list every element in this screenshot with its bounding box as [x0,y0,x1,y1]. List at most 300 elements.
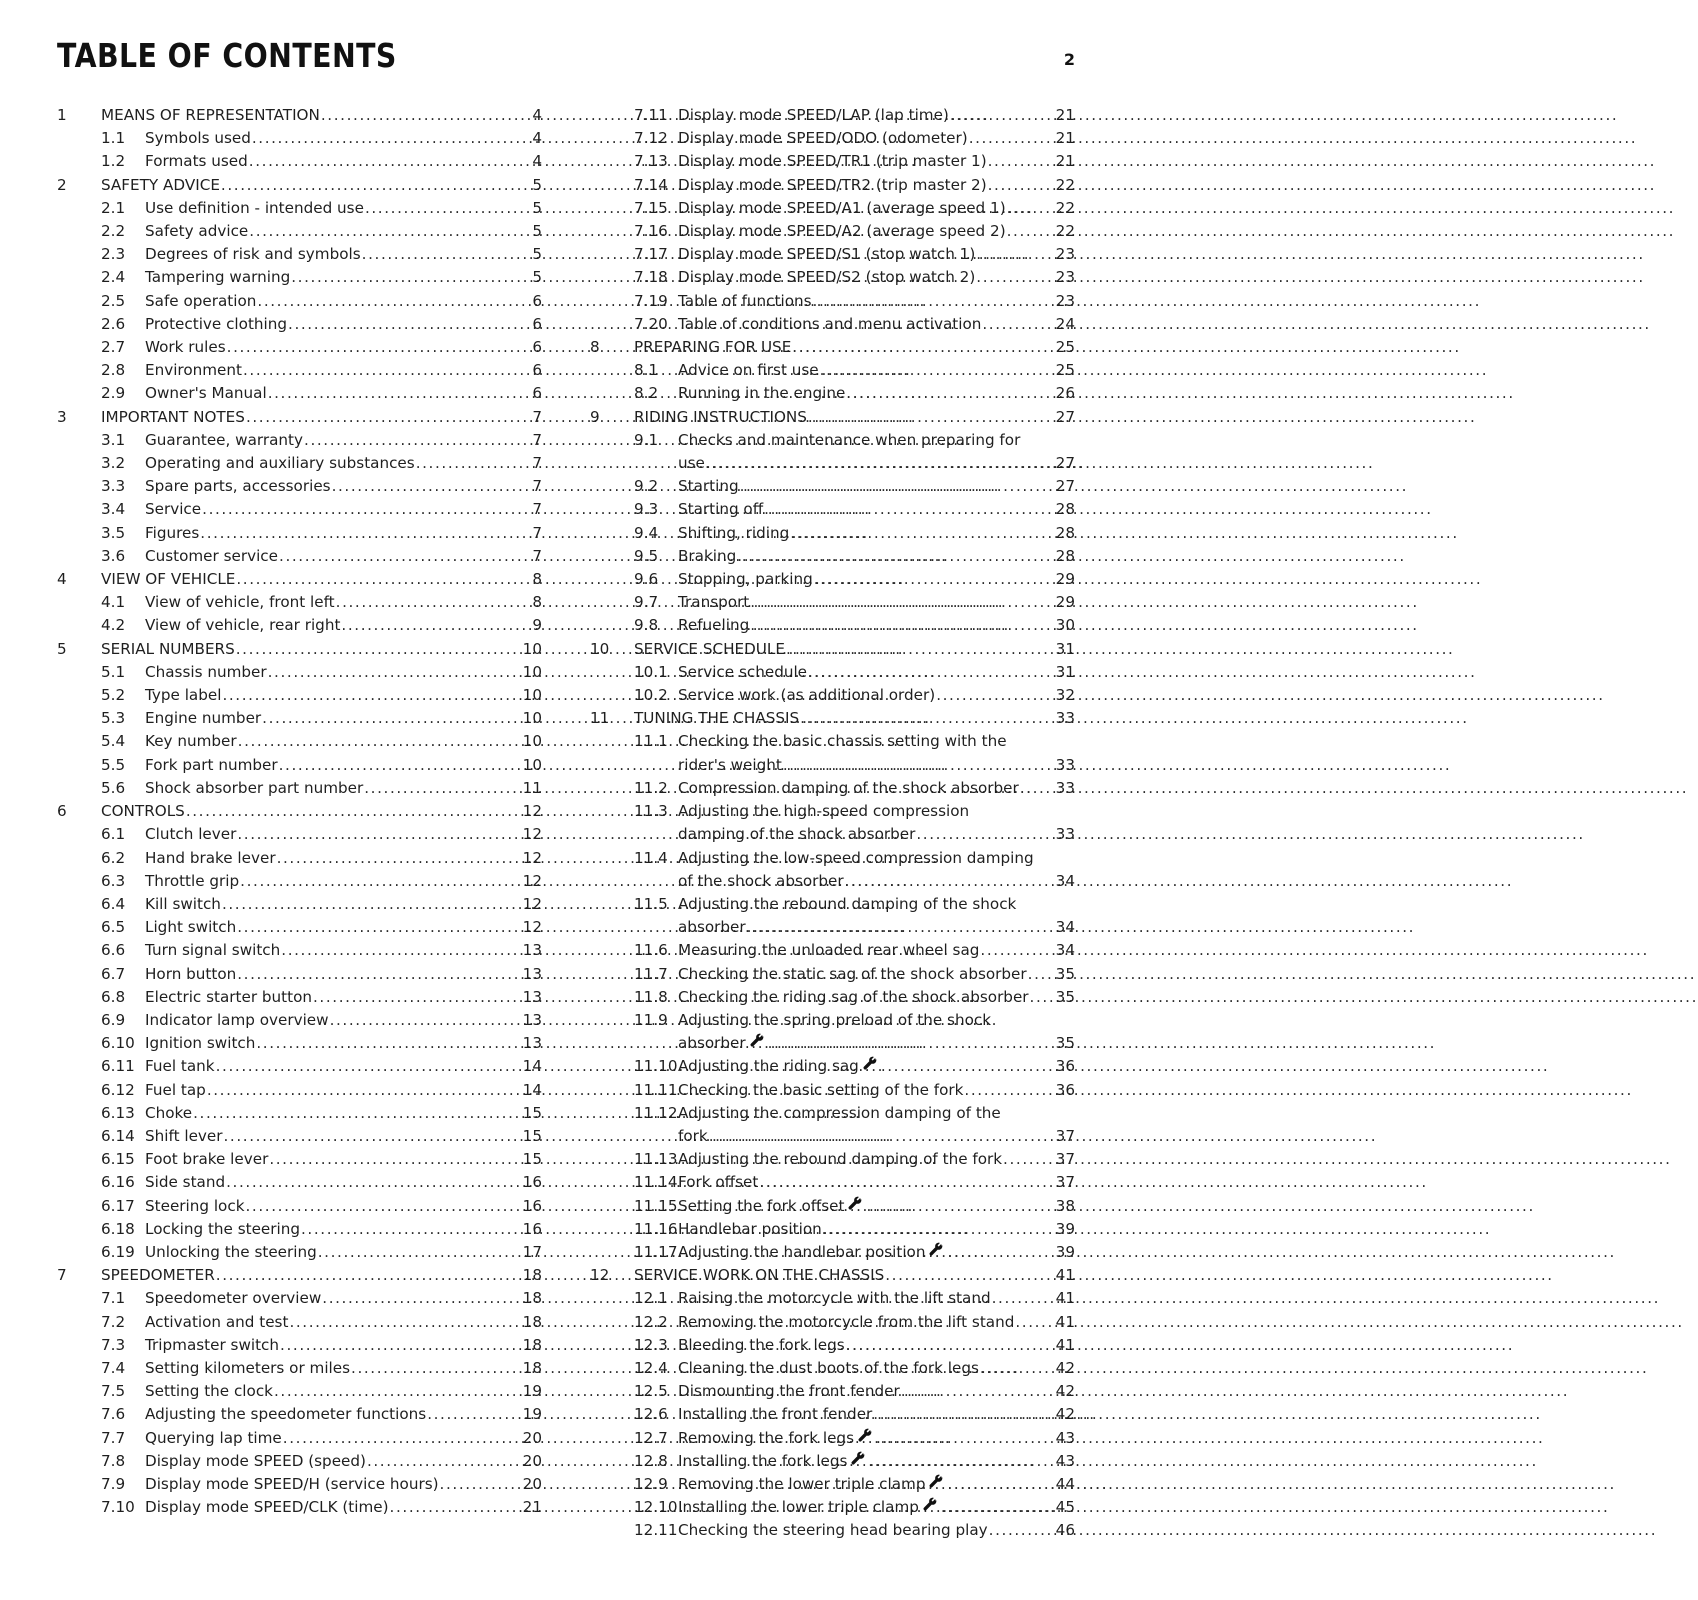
toc-entry[interactable] [57,522,542,545]
dot-leader [274,1380,511,1400]
dot-leader [341,614,511,634]
toc-entry[interactable] [57,1287,542,1310]
toc-entry-number: 7.18 [634,268,668,287]
toc-entry[interactable] [590,800,1075,846]
toc-entry-line [678,1079,1075,1102]
toc-entry[interactable] [57,336,542,359]
toc-entry-body [101,406,542,429]
toc-entry-line [678,1519,1075,1542]
dot-leader [277,847,511,867]
toc-entry[interactable] [57,684,542,707]
toc-entry-title: Checks and maintenance when preparing for [678,430,1021,449]
dot-leader [365,197,511,217]
toc-entry-line [634,707,1075,730]
toc-entry[interactable] [57,1334,542,1357]
toc-entry-line [145,1218,542,1241]
toc-entry-number: 12.6 [634,1405,668,1424]
toc-entry[interactable] [57,800,542,823]
toc-entry[interactable] [57,730,542,753]
toc-entry-title: Turn signal switch [145,941,281,960]
toc-entry[interactable] [57,1496,542,1519]
toc-entry-number: 6.5 [101,918,126,937]
toc-entry-number: 3.6 [101,546,126,565]
dot-leader [224,1125,512,1145]
toc-entry[interactable] [57,638,542,661]
toc-entry[interactable] [590,707,1075,730]
dot-leader [322,1287,511,1307]
toc-entry-body [145,893,542,916]
toc-entry-line [678,452,1075,475]
toc-entry[interactable] [57,452,542,475]
toc-entry-number: 1.1 [101,129,126,148]
dot-leader [249,150,511,170]
dot-leader [304,429,511,449]
toc-entry-number: 10.2 [634,686,668,705]
toc-entry-line [678,614,1075,637]
toc-entry-page: 27 [1055,454,1075,473]
toc-entry-number: 9.4 [634,523,659,542]
toc-entry-title: Checking the basic setting of the fork [678,1080,964,1099]
toc-entry[interactable] [57,893,542,916]
toc-entry-line [678,522,1075,545]
toc-entry-body [678,777,1075,800]
toc-entry-page: 7 [532,454,542,473]
toc-entry[interactable] [590,730,1075,776]
toc-entry-body [678,1427,1075,1450]
toc-entry[interactable] [57,429,542,452]
toc-entry-title: Fuel tank [145,1057,215,1076]
dot-leader [976,243,1044,263]
toc-entry-title: Display mode SPEED/ODO (odometer) [678,129,968,148]
toc-entry-line [678,1218,1075,1241]
toc-entry[interactable] [57,568,542,591]
toc-entry[interactable] [57,266,542,289]
toc-entry[interactable] [57,847,542,870]
toc-entry-line [145,707,542,730]
toc-entry-body [145,777,542,800]
dot-leader [262,707,511,727]
toc-entry-body [145,1055,542,1078]
toc-entry-number: 12.7 [634,1428,668,1447]
toc-entry[interactable] [590,1171,1075,1194]
toc-entry-title: Adjusting the low-speed compression damping [678,848,1034,867]
toc-entry-page: 12 [522,802,542,821]
toc-entry-number: 5.6 [101,778,126,797]
toc-entry-page: 8 [532,593,542,612]
toc-entry[interactable] [590,1264,1075,1287]
toc-entry[interactable] [57,1032,542,1055]
toc-entry-body [678,614,1075,637]
toc-entry[interactable] [57,1357,542,1380]
toc-entry-body [145,1334,542,1357]
toc-entry-title: Throttle grip [145,871,240,890]
dot-leader [808,406,1044,426]
toc-entry[interactable] [590,939,1075,962]
toc-entry[interactable] [590,661,1075,684]
toc-entry-number: 7.5 [101,1382,126,1401]
toc-entry-page: 13 [522,964,542,983]
toc-entry-page: 12 [522,825,542,844]
toc-entry[interactable] [590,1473,1075,1496]
toc-entry-page: 22 [1055,222,1075,241]
toc-entry-title: Kill switch [145,894,221,913]
toc-entry[interactable] [57,1171,542,1194]
toc-entry-number: 6.18 [101,1219,135,1238]
toc-entry-number: 7.14 [634,175,668,194]
toc-entry-body [145,1241,542,1264]
toc-entry-body [634,1264,1075,1287]
toc-entry-body [678,1403,1075,1426]
toc-entry-title: Adjusting the speedometer functions [145,1405,427,1424]
toc-entry-page: 5 [532,222,542,241]
toc-entry-line [145,847,542,870]
dot-leader [1003,1148,1044,1168]
toc-entry[interactable] [590,638,1075,661]
toc-entry[interactable] [590,429,1075,475]
toc-entry[interactable] [57,823,542,846]
toc-entry[interactable] [590,522,1075,545]
toc-entry-number: 5.5 [101,755,126,774]
toc-entry[interactable] [57,243,542,266]
toc-entry-title: Display mode SPEED/TR1 (trip master 1) [678,152,987,171]
toc-entry[interactable] [590,127,1075,150]
toc-entry-page: 33 [1055,709,1075,728]
toc-entry-line [678,1009,1075,1032]
toc-entry-body [634,406,1075,429]
toc-entry[interactable] [590,591,1075,614]
toc-entry[interactable] [590,1079,1075,1102]
toc-entry-page: 16 [522,1219,542,1238]
toc-entry[interactable] [590,986,1075,1009]
toc-entry-page: 20 [522,1451,542,1470]
toc-entry-line [101,174,542,197]
toc-entry[interactable] [590,359,1075,382]
toc-entry[interactable] [57,1427,542,1450]
toc-entry-number: 12.4 [634,1358,668,1377]
toc-entry-line [678,1311,1075,1334]
toc-entry[interactable] [590,150,1075,173]
toc-entry[interactable] [57,614,542,637]
toc-entry-page: 35 [1055,964,1075,983]
toc-entry-number: 3.5 [101,523,126,542]
toc-entry[interactable] [590,545,1075,568]
toc-entry-line [678,568,1075,591]
toc-entry[interactable] [57,1148,542,1171]
toc-entry[interactable] [590,1357,1075,1380]
toc-entry[interactable] [57,313,542,336]
toc-entry[interactable] [590,1148,1075,1171]
dot-leader [750,614,1044,634]
toc-entry-line [145,429,542,452]
toc-entry-number: 10 [590,639,610,658]
toc-entry[interactable] [57,1473,542,1496]
toc-entry[interactable] [590,266,1075,289]
toc-entry-number: 11.3 [634,802,668,821]
toc-entry-number: 9.2 [634,477,659,496]
toc-entry-page: 18 [522,1266,542,1285]
toc-entry-page: 20 [522,1428,542,1447]
toc-entry-line [145,893,542,916]
toc-entry[interactable] [590,220,1075,243]
toc-entry[interactable] [590,1403,1075,1426]
dot-leader [318,1241,511,1261]
toc-entry-page: 7 [532,523,542,542]
toc-entry-title: Hand brake lever [145,848,276,867]
toc-entry[interactable] [57,174,542,197]
toc-entry-line [678,1125,1075,1148]
toc-entry[interactable] [590,406,1075,429]
toc-entry[interactable] [590,1519,1075,1542]
toc-entry[interactable] [590,1218,1075,1241]
toc-entry-line [145,730,542,753]
toc-entry-line [145,220,542,243]
toc-entry[interactable] [57,359,542,382]
toc-entry-body [145,1195,542,1218]
toc-entry[interactable] [57,870,542,893]
toc-entry-title: Display mode SPEED (speed) [145,1451,366,1470]
dot-leader [332,475,511,495]
toc-entry-line [678,893,1075,916]
toc-entry[interactable] [590,1102,1075,1148]
toc-entry-title: Engine number [145,709,262,728]
toc-entry[interactable] [57,1403,542,1426]
toc-entry-title: SERIAL NUMBERS [101,639,235,658]
toc-entry-number: 7.10 [101,1498,135,1517]
toc-entry[interactable] [57,1102,542,1125]
dot-leader [390,1496,511,1516]
toc-entry[interactable] [57,1079,542,1102]
toc-entry[interactable] [590,1450,1075,1473]
toc-entry[interactable] [590,777,1075,800]
toc-entry[interactable] [590,893,1075,939]
toc-entry-page: 10 [522,662,542,681]
toc-entry[interactable] [590,684,1075,707]
toc-entry-number: 6.14 [101,1126,135,1145]
dot-leader [980,1357,1044,1377]
toc-entry[interactable] [590,475,1075,498]
toc-entry[interactable] [57,1241,542,1264]
toc-entry-page: 6 [532,338,542,357]
toc-entry[interactable] [57,220,542,243]
toc-entry[interactable] [57,777,542,800]
toc-entry[interactable] [590,197,1075,220]
toc-entry-page: 21 [1055,152,1075,171]
toc-entry-line [145,243,542,266]
toc-entry[interactable] [590,1195,1075,1218]
toc-entry-number: 7.11 [634,106,668,124]
toc-entry[interactable] [57,290,542,313]
toc-entry-line [145,127,542,150]
toc-entry[interactable] [57,1218,542,1241]
toc-entry-number: 11.5 [634,894,668,913]
toc-entry[interactable] [590,174,1075,197]
toc-entry[interactable] [57,1450,542,1473]
toc-entry[interactable] [57,406,542,429]
toc-entry-body [101,800,542,823]
toc-entry-title: Light switch [145,918,237,937]
toc-entry-page: 28 [1055,546,1075,565]
toc-entry[interactable] [57,475,542,498]
toc-entry-page: 35 [1055,987,1075,1006]
toc-entry-line [145,1496,542,1519]
toc-entry-number: 11.17 [634,1242,678,1261]
toc-entry-line [145,1009,542,1032]
dot-leader [283,1427,511,1447]
dot-leader [221,174,511,194]
toc-entry[interactable] [57,1055,542,1078]
toc-entry-body [678,1380,1075,1403]
toc-entry[interactable] [57,150,542,173]
toc-entry-number: 6 [57,802,67,821]
toc-entry[interactable] [57,963,542,986]
toc-entry-number: 5.2 [101,686,126,705]
toc-entry[interactable] [590,1427,1075,1450]
toc-entry[interactable] [590,1241,1075,1264]
toc-entry-page: 10 [522,755,542,774]
toc-entry-page: 5 [532,175,542,194]
toc-entry-page: 22 [1055,175,1075,194]
dot-leader [813,290,1044,310]
toc-entry[interactable] [57,939,542,962]
toc-entry-number: 5.1 [101,662,126,681]
toc-entry-line [678,290,1075,313]
toc-entry-number: 2.5 [101,291,126,310]
toc-entry[interactable] [57,754,542,777]
toc-entry-body [145,1125,542,1148]
dot-leader [279,545,511,565]
toc-entry-line [678,1241,1075,1264]
toc-entry-page: 8 [532,570,542,589]
toc-entry-page: 14 [522,1080,542,1099]
toc-entry-page: 18 [522,1358,542,1377]
wrench-icon [851,1452,866,1466]
toc-entry[interactable] [590,1055,1075,1078]
toc-entry[interactable] [590,243,1075,266]
toc-entry-line [145,382,542,405]
toc-entry-title: Safe operation [145,291,257,310]
toc-entry-page: 6 [532,314,542,333]
toc-entry-page: 10 [522,709,542,728]
toc-entry-title: Adjusting the spring preload of the shock [678,1010,992,1029]
toc-entry[interactable] [57,661,542,684]
toc-entry-line [678,591,1075,614]
toc-entry-number: 7.16 [634,222,668,241]
toc-entry-page: 12 [522,918,542,937]
toc-entry[interactable] [57,127,542,150]
toc-entry-number: 1 [57,106,67,124]
toc-entry-line [145,986,542,1009]
toc-entry-body [678,568,1075,591]
toc-entry-body [101,174,542,197]
toc-entry[interactable] [590,104,1075,127]
toc-entry-line [145,870,542,893]
toc-entry-body [145,1287,542,1310]
toc-entry[interactable] [590,847,1075,893]
toc-entry-number: 7.2 [101,1312,126,1331]
toc-entry[interactable] [57,591,542,614]
toc-entry[interactable] [57,1311,542,1334]
toc-entry-number: 11.10 [634,1057,678,1076]
dot-leader [279,754,511,774]
toc-entry[interactable] [57,1380,542,1403]
toc-entry[interactable] [57,1125,542,1148]
toc-entry-body [145,1403,542,1426]
toc-entry-number: 7.6 [101,1405,126,1424]
toc-entry[interactable] [57,986,542,1009]
toc-entry[interactable] [590,1287,1075,1310]
toc-entry[interactable] [57,498,542,521]
toc-entry-title: Checking the static sag of the shock absorber [678,964,1027,983]
toc-entry-line [678,1450,1075,1473]
toc-entry[interactable] [590,1380,1075,1403]
toc-entry[interactable] [57,1195,542,1218]
toc-entry[interactable] [590,1334,1075,1357]
toc-entry-number: 11.1 [634,732,668,751]
toc-entry[interactable] [590,498,1075,521]
toc-entry-body [145,336,542,359]
toc-entry[interactable] [57,545,542,568]
dot-leader [873,1403,1044,1423]
dot-leader [246,406,511,426]
toc-entry[interactable] [590,963,1075,986]
toc-entry-body [145,1496,542,1519]
dot-leader [982,313,1044,333]
dot-leader [706,452,1044,472]
toc-entry[interactable] [57,707,542,730]
toc-entry-number: 6.9 [101,1010,126,1029]
toc-entry-line [145,1102,542,1125]
toc-entry-number: 3.3 [101,477,126,496]
toc-entry[interactable] [590,1496,1075,1519]
toc-entry[interactable] [590,336,1075,359]
toc-entry-line [678,1403,1075,1426]
toc-entry-body [145,614,542,637]
toc-entry-page: 7 [532,407,542,426]
toc-entry-page: 30 [1055,616,1075,635]
toc-entry-line [678,220,1075,243]
toc-entry-title: Table of functions [678,291,812,310]
toc-entry-line [145,591,542,614]
toc-entry-title: Foot brake lever [145,1150,269,1169]
toc-entry-line [678,382,1075,405]
toc-entry[interactable] [590,1009,1075,1055]
toc-entry[interactable] [57,104,542,127]
toc-entry-line [678,1427,1075,1450]
toc-entry-page: 34 [1055,871,1075,890]
toc-entry-number: 12.8 [634,1451,668,1470]
toc-entry[interactable] [590,313,1075,336]
toc-entry[interactable] [590,568,1075,591]
toc-entry[interactable] [57,197,542,220]
toc-entry[interactable] [57,1264,542,1287]
toc-entry[interactable] [590,614,1075,637]
toc-entry[interactable] [590,382,1075,405]
toc-entry[interactable] [57,916,542,939]
toc-entry-number: 11.12 [634,1103,678,1122]
toc-entry-title: SERVICE WORK ON THE CHASSIS [634,1266,885,1285]
toc-entry-title: Speedometer overview [145,1289,322,1308]
toc-entry[interactable] [590,290,1075,313]
toc-entry-line [678,1357,1075,1380]
dot-leader [988,150,1044,170]
toc-entry[interactable] [590,1311,1075,1334]
toc-entry[interactable] [57,382,542,405]
toc-entry-page: 12 [522,894,542,913]
toc-entry[interactable] [57,1009,542,1032]
toc-entry-number: 9.5 [634,546,659,565]
toc-entry-title: Bleeding the fork legs [678,1335,845,1354]
dot-leader [947,1241,1044,1261]
